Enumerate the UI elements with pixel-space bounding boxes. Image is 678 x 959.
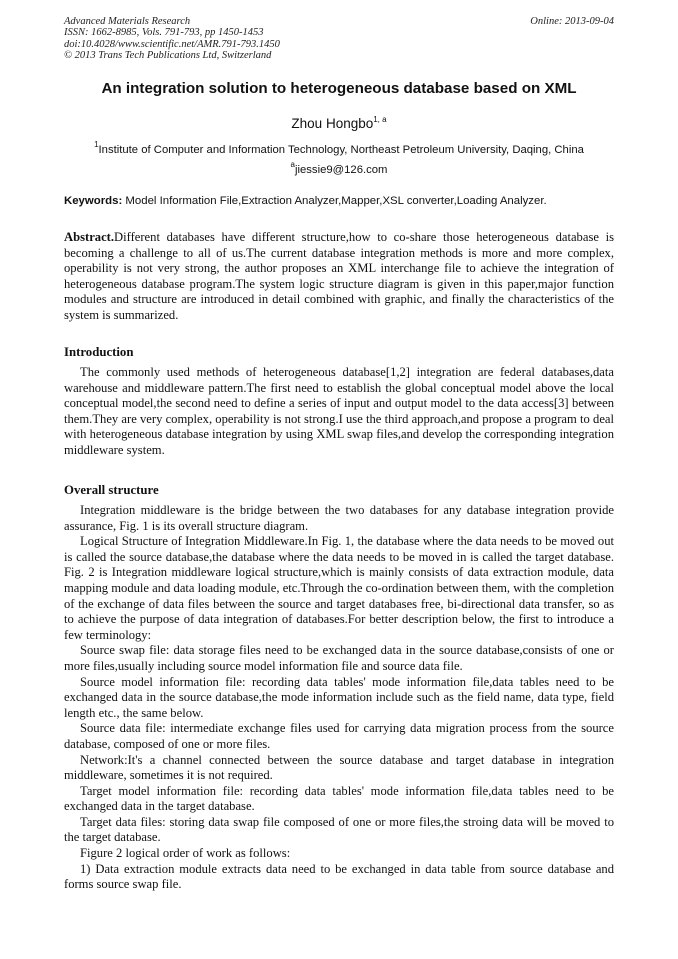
overall-structure-body — [64, 503, 614, 893]
journal-copyright: © 2013 Trans Tech Publications Ltd, Switzerland — [64, 50, 272, 62]
paragraph: Integration middleware is the bridge between the two databases for any database integration provide assurance, Fig. 1 is its overall structure diagram. — [64, 503, 614, 533]
journal-doi: doi:10.4028/www.scientific.net/AMR.791-793.1450 — [64, 38, 280, 50]
affiliation-mark: 1 — [94, 140, 99, 149]
email-line — [0, 160, 678, 176]
affiliation-text: Institute of Computer and Information Technology, Northeast Petroleum University, Daqing, China — [98, 144, 584, 156]
paragraph: Network:It's a channel connected between the source database and target database in integration middleware, sometimes it is not required. — [64, 752, 614, 783]
abstract — [64, 230, 614, 324]
journal-name: Advanced Materials Research — [64, 16, 191, 27]
abstract-label: Abstract. — [64, 230, 115, 244]
email-mark: a — [290, 160, 295, 169]
affiliation — [0, 140, 678, 156]
paragraph: Target model information file: recording data tables' mode information file,data tables need to be exchanged data in the target database. — [64, 783, 614, 814]
section-heading-introduction: Introduction — [64, 345, 134, 359]
journal-issn: ISSN: 1662-8985, Vols. 791-793, pp 1450-1453 — [64, 27, 264, 39]
author-marks: 1, a — [373, 115, 387, 124]
paragraph: Source swap file: data storage files need to be exchanged data in the source database,consists of one or more files,usually including source model information file and source data file. — [64, 643, 614, 673]
paper-title: An integration solution to heterogeneous database based on XML — [101, 80, 577, 97]
online-date: Online: 2013-09-04 — [530, 16, 614, 27]
paragraph: Source data file: intermediate exchange files used for carrying data migration process from the source database, composed of one or more files. — [64, 721, 614, 751]
section-heading-overall-structure: Overall structure — [64, 483, 159, 497]
paragraph: Target data files: storing data swap file composed of one or more files,the stroing data will be moved to the target database. — [64, 814, 614, 845]
author-line — [0, 115, 678, 131]
journal-header — [64, 16, 280, 62]
paragraph: Figure 2 logical order of work as follows: — [80, 846, 291, 861]
paragraph: The commonly used methods of heterogeneous database[1,2] integration are federal databases,data warehouse and middleware pattern.The first need to establish the global conceptual model above the local conceptual model,the second need to define a series of input and output model to the data access[3] between them.They are very complex, operability is not strong.I use the third approach,and propose a program to deal with heterogeneous database integration by using XML swap files,and develop the corresponding integration middleware system. — [64, 365, 614, 457]
paragraph: 1) Data extraction module extracts data need to be exchanged in data table from source database and forms source swap file. — [64, 861, 614, 892]
keywords-text: Model Information File,Extraction Analyzer,Mapper,XSL converter,Loading Analyzer. — [125, 195, 547, 207]
paragraph: Logical Structure of Integration Middleware.In Fig. 1, the database where the data needs to be moved out is called the source database,the database where the data needs to be moved in is called the target database. Fig. 2 is Integration middleware logical structure,which is mainly consists of data extraction module, data mapping module and data loading module, etc.Through the co-ordination between them, with the completion of the exchange of data files between the source and target databases free, bi-directional data transfer, so as to achieve the purpose of data integration of databases.For better description below, the first to introduce a few terminology: — [64, 534, 614, 642]
abstract-text: Different databases have different structure,how to co-share those heterogeneous database is becoming a challenge to all of us.The current database integration methods is more and more complex, operability is not very strong, the author proposes an XML interchange file to achieve the integration of heterogeneous database program.The system logic structure diagram is given in this paper,major function modules and structure are introduced in detail combined with graphic, and finally the characteristics of the system is summarized. — [64, 230, 614, 322]
author-name: Zhou Hongbo — [291, 116, 374, 131]
keywords-label: Keywords: — [64, 195, 123, 207]
introduction-body — [64, 365, 614, 459]
paragraph: Source model information file: recording data tables' mode information file,data tables need to be exchanged data in the source database,the mode information include such as the field name, data type, field length etc., the same below. — [64, 674, 614, 720]
email-address: jiessie9@126.com — [294, 164, 388, 176]
keywords — [64, 195, 624, 207]
